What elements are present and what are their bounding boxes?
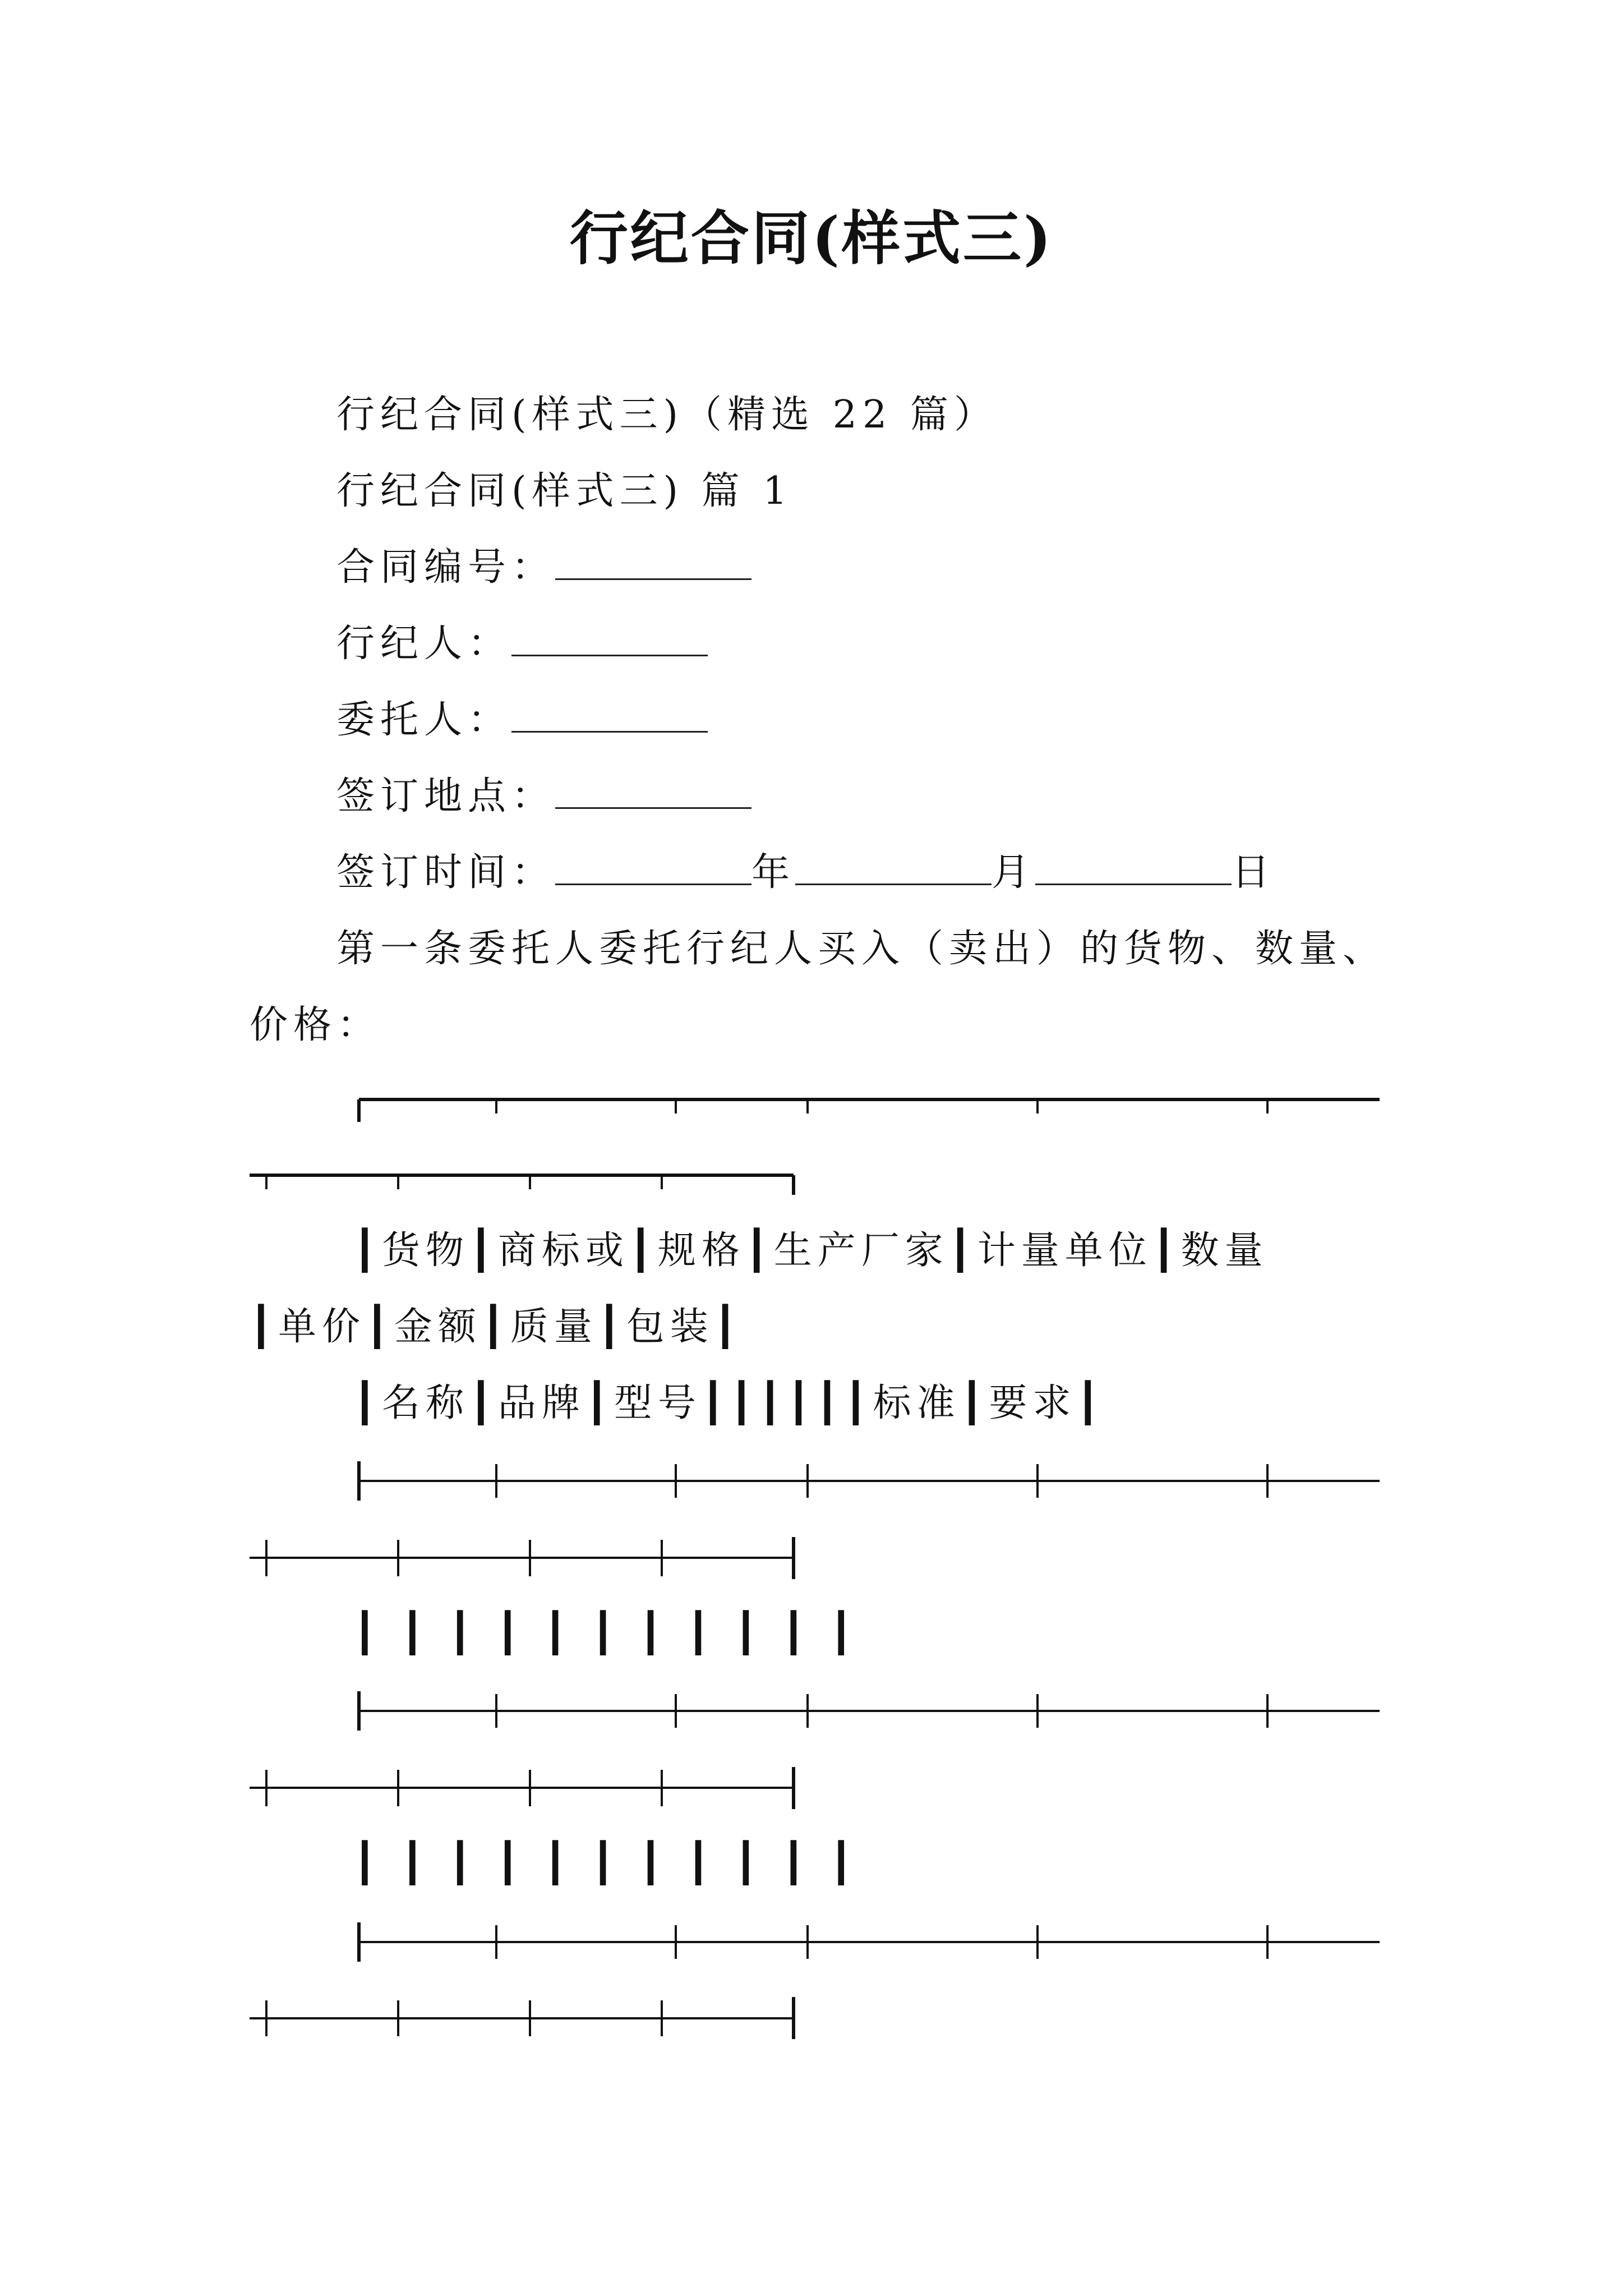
table-row: ┃┃┃┃┃┃┃┃┃┃┃ [353, 1611, 878, 1655]
month-blank [795, 849, 992, 885]
principal-label: 委托人： [336, 698, 512, 742]
day-blank [1035, 849, 1232, 885]
broker-blank [511, 620, 708, 656]
day-label: 日 [1232, 850, 1276, 895]
subtitle-line: 行纪合同(样式三)（精选 22 篇） [336, 393, 998, 437]
table-header-row-1a: ┃货物┃商标或┃规格┃生产厂家┃计量单位┃数量 [353, 1228, 1269, 1273]
table-row: ┃┃┃┃┃┃┃┃┃┃┃ [353, 1841, 878, 1885]
contract-number-blank [555, 544, 751, 580]
place-blank [555, 772, 751, 809]
place-label: 签订地点： [336, 774, 556, 818]
place-field [336, 769, 751, 825]
broker-label: 行纪人： [336, 622, 512, 666]
table-header-row-1b: ┃单价┃金额┃质量┃包装┃ [250, 1305, 743, 1349]
contract-number-field [336, 540, 751, 596]
principal-field [336, 692, 708, 748]
article-1-line-2: 价格： [250, 1003, 381, 1047]
section-heading: 行纪合同(样式三) 篇 1 [336, 469, 793, 513]
table-header-row-2: ┃名称┃品牌┃型号┃┃┃┃┃┃标准┃要求┃ [353, 1381, 1105, 1425]
contract-number-label: 合同编号： [336, 545, 556, 590]
broker-field [336, 616, 708, 672]
date-field [336, 845, 1275, 901]
year-blank [555, 849, 751, 885]
date-label: 签订时间： [336, 850, 556, 895]
month-label: 月 [992, 850, 1036, 895]
article-1-line-1: 第一条委托人委托行纪人买入（卖出）的货物、数量、 [336, 927, 1387, 971]
year-label: 年 [751, 850, 796, 895]
document-title: 行纪合同(样式三) [569, 204, 1054, 273]
principal-blank [511, 696, 708, 733]
